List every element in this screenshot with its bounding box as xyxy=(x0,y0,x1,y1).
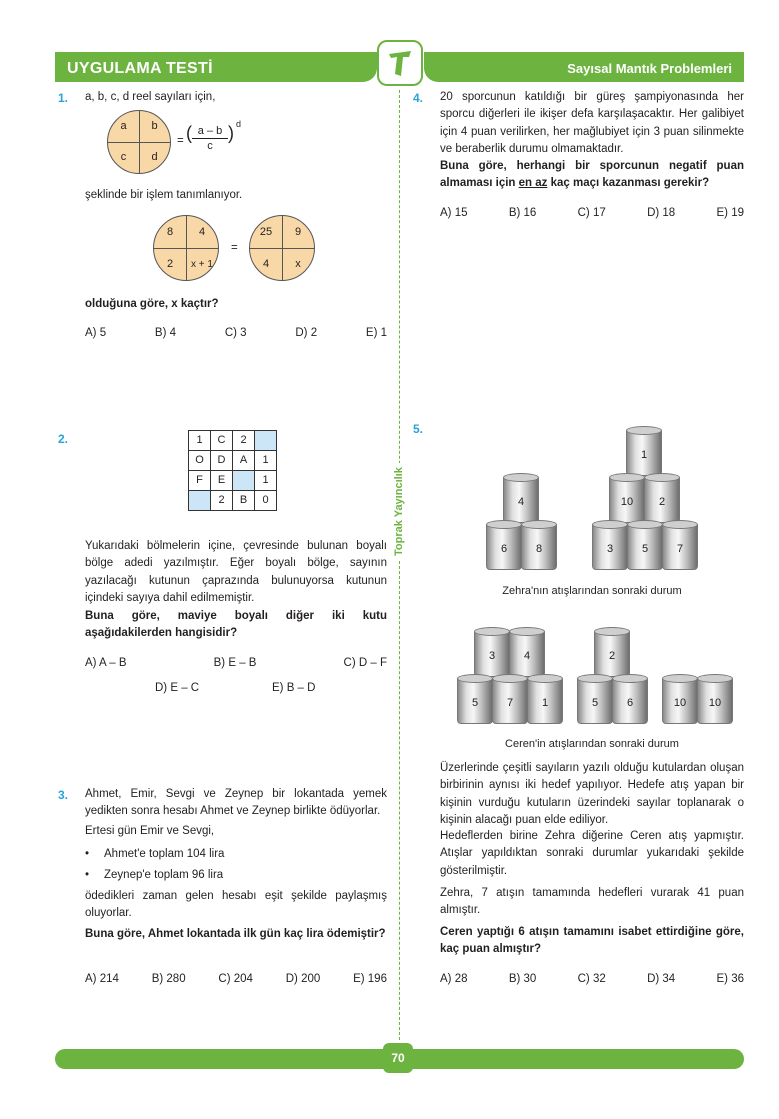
right-paren: ) xyxy=(228,123,234,143)
can: 3 xyxy=(474,629,510,677)
q1-definition-text: şeklinde bir işlem tanımlanıyor. xyxy=(85,189,243,201)
circle-cell: 25 xyxy=(259,225,273,238)
can: 6 xyxy=(486,522,522,570)
grid-cell: B xyxy=(233,491,255,511)
q1-formula-equals: = xyxy=(177,135,184,147)
publisher-brand: Toprak Yayıncılık xyxy=(391,463,408,560)
q4-body: 20 sporcunun katıldığı bir güreş şampiyonasında her sporcu diğerleri ile ikişer defa karşılaşacaktır. Her galibiyet için 4 puan verilirken, her mağlubiyet için 3 puan silinmekte ve beraberlik durumu olmamaktadır. xyxy=(440,91,744,155)
can: 10 xyxy=(609,475,645,523)
page-number: 70 xyxy=(383,1043,413,1073)
grid-cell: 1 xyxy=(255,471,277,491)
footer-right-bar xyxy=(412,1049,744,1069)
q5-number: 5. xyxy=(413,422,424,436)
grid-cell: 1 xyxy=(255,451,277,471)
option-a[interactable]: A) A – B xyxy=(85,657,127,669)
circle-cell: x xyxy=(295,257,301,270)
option-e[interactable]: E) 19 xyxy=(716,207,744,219)
option-c[interactable]: C) 17 xyxy=(577,207,606,219)
can: 10 xyxy=(662,676,698,724)
q1-definition-circle xyxy=(107,110,171,174)
option-b[interactable]: B) E – B xyxy=(213,657,257,669)
circle-cell: d xyxy=(151,151,158,164)
grid-cell: C xyxy=(211,431,233,451)
circle-cell: 9 xyxy=(294,225,302,238)
option-d[interactable]: D) 200 xyxy=(285,973,321,985)
can: 4 xyxy=(503,475,539,523)
q5-question: Ceren yaptığı 6 atışın tamamını isabet ettirdiğine göre, kaç puan almıştır? xyxy=(440,926,744,956)
can: 5 xyxy=(457,676,493,724)
can: 2 xyxy=(594,629,630,677)
q1-equals: = xyxy=(231,242,238,254)
option-e[interactable]: E) 36 xyxy=(716,973,744,985)
header-right-bar xyxy=(424,52,744,82)
grid-cell: O xyxy=(189,451,211,471)
zehra-caption: Zehra'nın atışlarından sonraki durum xyxy=(502,585,682,597)
can: 6 xyxy=(612,676,648,724)
grid-cell: F xyxy=(189,471,211,491)
circle-cell: b xyxy=(151,120,158,133)
can: 1 xyxy=(527,676,563,724)
q4-question-part2: kaç maçı kazanması gerekir? xyxy=(547,177,710,190)
q1-question: olduğuna göre, x kaçtır? xyxy=(85,298,219,310)
q5-options xyxy=(440,971,744,988)
grid-cell: 2 xyxy=(211,491,233,511)
option-d[interactable]: D) 34 xyxy=(647,973,676,985)
option-c[interactable]: C) 32 xyxy=(577,973,606,985)
q3-options xyxy=(85,971,387,988)
q2-number: 2. xyxy=(58,432,69,446)
circle-cell: 4 xyxy=(262,257,270,270)
q3-number: 3. xyxy=(58,788,69,802)
grid-cell: D xyxy=(211,451,233,471)
logo-icon xyxy=(379,42,421,84)
option-a[interactable]: A) 15 xyxy=(440,207,468,219)
can: 7 xyxy=(662,522,698,570)
q4-question xyxy=(440,158,744,193)
ceren-caption: Ceren'in atışlarından sonraki durum xyxy=(505,738,679,750)
option-a[interactable]: A) 214 xyxy=(85,973,119,985)
can: 1 xyxy=(626,428,662,476)
fraction-numerator: a – b xyxy=(192,124,228,139)
circle-cell: 8 xyxy=(166,225,174,238)
option-c[interactable]: C) D – F xyxy=(343,657,387,669)
option-d[interactable]: D) E – C xyxy=(155,682,200,694)
can: 5 xyxy=(577,676,613,724)
option-b[interactable]: B) 16 xyxy=(508,207,537,219)
circle-cell: a xyxy=(120,120,127,133)
test-title: UYGULAMA TESTİ xyxy=(67,60,213,77)
grid-cell: 2 xyxy=(233,431,255,451)
left-paren: ( xyxy=(186,123,192,143)
can: 2 xyxy=(644,475,680,523)
option-b[interactable]: B) 280 xyxy=(151,973,186,985)
q1-exponent: d xyxy=(236,119,242,129)
can: 3 xyxy=(592,522,628,570)
option-a[interactable]: A) 5 xyxy=(85,327,107,339)
q3-paragraph-1: Ahmet, Emir, Sevgi ve Zeynep bir lokantada yemek yedikten sonra hesabı Ahmet ve Zeynep birlikte ödüyorlar. xyxy=(85,788,387,818)
q4-options xyxy=(440,205,744,222)
can: 8 xyxy=(521,522,557,570)
option-a[interactable]: A) 28 xyxy=(440,973,468,985)
circle-cell: c xyxy=(120,151,127,164)
q3-bullet-1: Ahmet'e toplam 104 lira xyxy=(104,848,225,860)
option-e[interactable]: E) 1 xyxy=(365,327,387,339)
q5-paragraph-1: Üzerlerinde çeşitli sayıların yazılı olduğu kutulardan oluşan birbirinin aynısı iki hedef yapılıyor. Hedefe atış yapan bir kişinin vurduğu kutuların üzerindeki sayılar toplanarak o kişinin alacağı puan elde ediliyor. xyxy=(440,762,744,826)
option-c[interactable]: C) 3 xyxy=(224,327,247,339)
q2-question: Buna göre, maviye boyalı diğer iki kutu aşağıdakilerden hangisidir? xyxy=(85,610,387,640)
bullet-icon: • xyxy=(85,869,90,881)
footer-left-bar xyxy=(55,1049,387,1069)
q1-options xyxy=(85,325,387,342)
q1-right-circle xyxy=(249,215,315,281)
q3-question: Buna göre, Ahmet lokantada ilk gün kaç lira ödemiştir? xyxy=(85,928,386,940)
option-d[interactable]: D) 18 xyxy=(647,207,676,219)
q4-question-underlined: en az xyxy=(518,177,548,190)
option-e[interactable]: E) 196 xyxy=(353,973,387,985)
q4-number: 4. xyxy=(413,91,424,105)
circle-cell: 2 xyxy=(166,257,174,270)
option-b[interactable]: B) 30 xyxy=(508,973,537,985)
grid-cell: 0 xyxy=(255,491,277,511)
q1-left-circle xyxy=(153,215,219,281)
column-divider xyxy=(399,90,400,1040)
grid-cell: E xyxy=(211,471,233,491)
q1-fraction xyxy=(192,124,228,154)
grid-cell-shaded xyxy=(255,431,277,451)
q2-options-row1 xyxy=(85,655,387,672)
q5-paragraph-3: Zehra, 7 atışın tamamında hedefleri vurarak 41 puan almıştır. xyxy=(440,887,744,917)
q3-paragraph-2: Ertesi gün Emir ve Sevgi, xyxy=(85,825,215,837)
q1-intro: a, b, c, d reel sayıları için, xyxy=(85,91,216,103)
circle-cell: x + 1 xyxy=(191,258,213,270)
publisher-logo xyxy=(377,40,423,86)
q1-number: 1. xyxy=(58,91,69,105)
can: 7 xyxy=(492,676,528,724)
grid-cell-shaded xyxy=(233,471,255,491)
can: 4 xyxy=(509,629,545,677)
circle-cell: 4 xyxy=(198,225,206,238)
q2-grid xyxy=(188,430,277,511)
can: 5 xyxy=(627,522,663,570)
fraction-denominator: c xyxy=(207,140,213,153)
q3-paragraph-3: ödedikleri zaman gelen hesabı eşit şekilde paylaşmış oluyorlar. xyxy=(85,890,387,920)
option-e[interactable]: E) B – D xyxy=(272,682,316,694)
grid-cell-shaded xyxy=(189,491,211,511)
option-b[interactable]: B) 4 xyxy=(154,327,176,339)
bullet-icon: • xyxy=(85,848,90,860)
q4-question-part1: Buna göre, herhangi bir sporcunun negatif puan almaması için xyxy=(440,160,744,190)
header-left-bar xyxy=(55,52,377,82)
section-title: Sayısal Mantık Problemleri xyxy=(567,61,732,76)
grid-cell: 1 xyxy=(189,431,211,451)
grid-cell: A xyxy=(233,451,255,471)
q5-paragraph-2: Hedeflerden birine Zehra diğerine Ceren atış yapmıştır. Atışlar yapıldıktan sonraki durumlar yukarıdaki şekilde gösterilmiştir. xyxy=(440,830,744,877)
can: 10 xyxy=(697,676,733,724)
option-d[interactable]: D) 2 xyxy=(295,327,318,339)
q3-bullet-2: Zeynep'e toplam 96 lira xyxy=(104,869,224,881)
option-c[interactable]: C) 204 xyxy=(218,973,253,985)
q2-body: Yukarıdaki bölmelerin içine, çevresinde bulunan boyalı bölge adedi yazılmıştır. Eğer boyalı bölge, sayının yazılacağı kutunun çaprazında bulunuyorsa kutunun içindeki sayıya dahil edilmemiştir. xyxy=(85,540,387,604)
